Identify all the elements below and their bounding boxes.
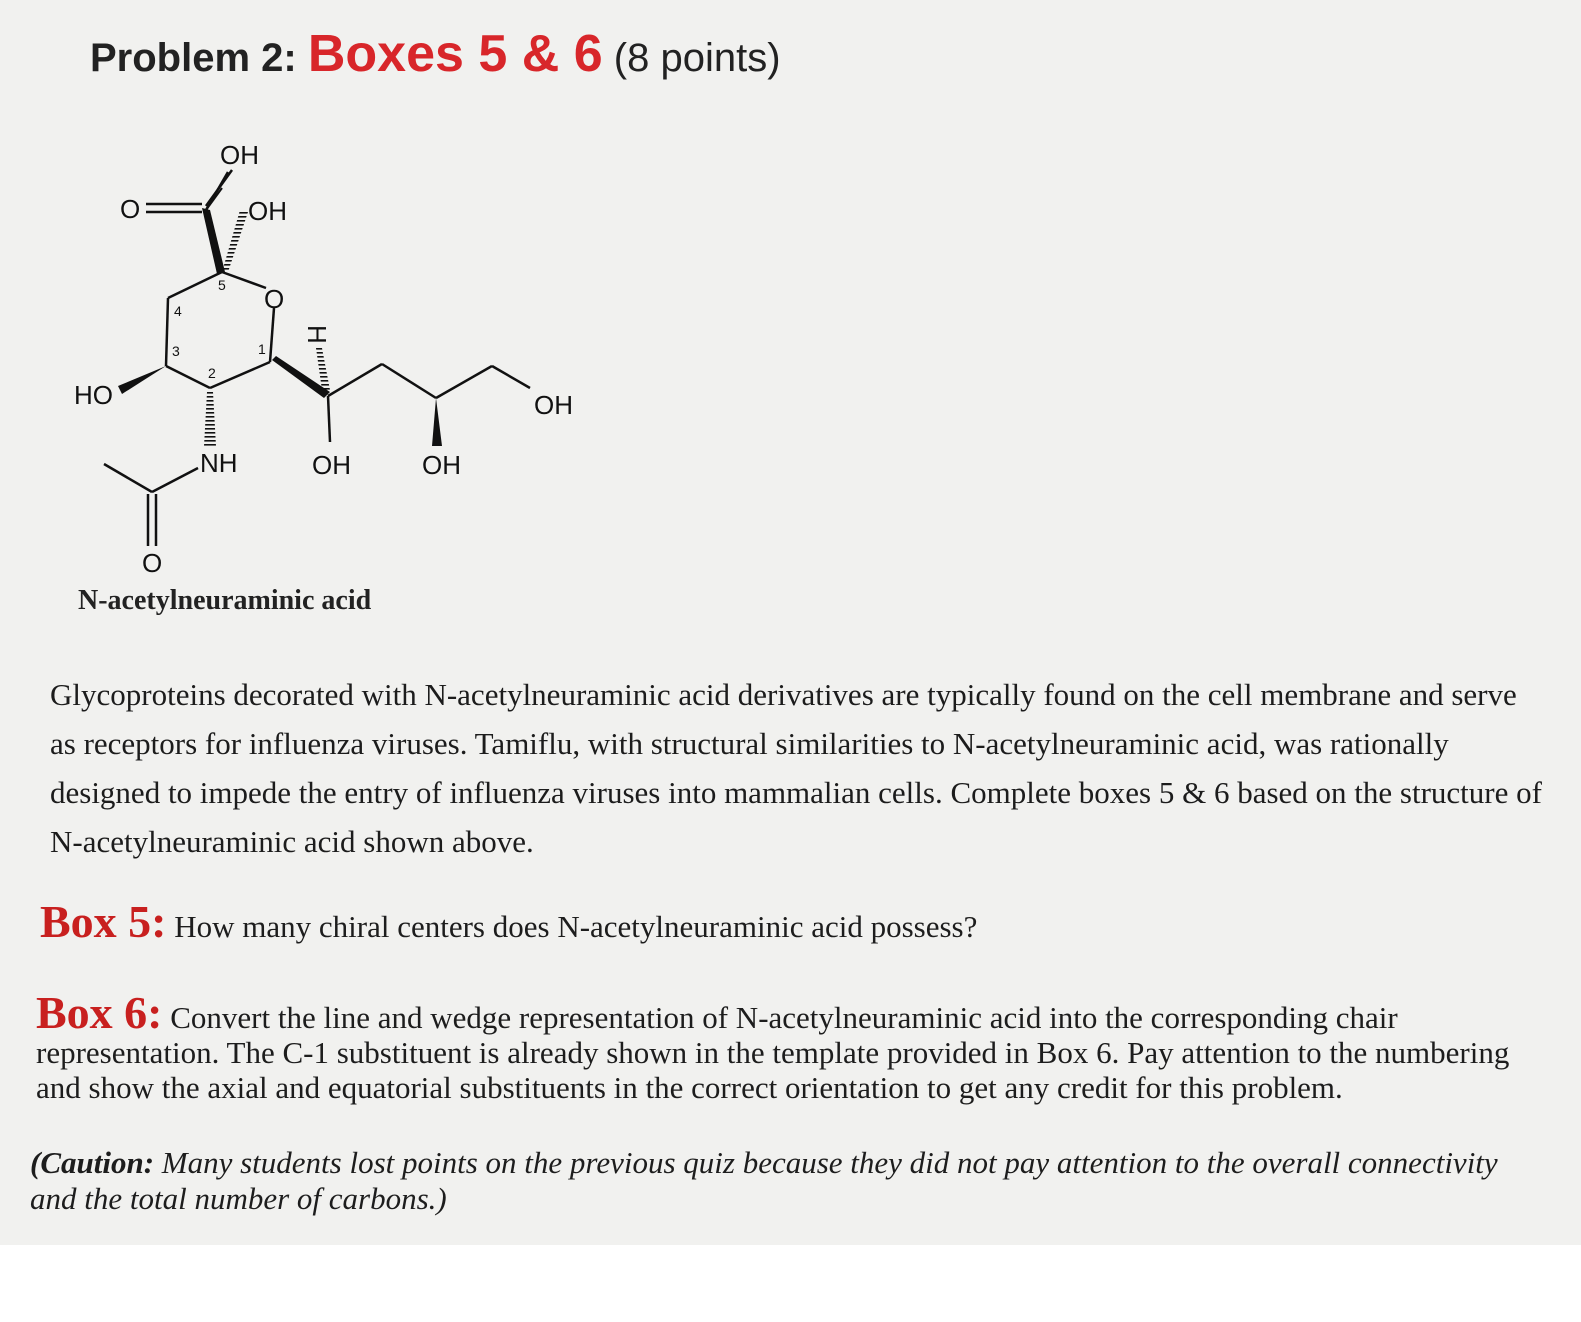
points-label: (8 points) <box>613 36 781 80</box>
oh-chain1-label: OH <box>312 450 351 480</box>
wedge-c3-ho <box>118 366 166 394</box>
hash-c2-nh <box>204 392 216 446</box>
ring-c4-c3 <box>166 298 168 366</box>
chain-bond-1 <box>328 364 382 396</box>
problem-description: Glycoproteins decorated with N-acetylneuraminic acid derivatives are typically found on the cell membrane and serve as receptors for influenza viruses. Tamiflu, with structural similarities to N-acetylneuraminic acid, was rationally designed to impede the entry of influenza viruses into mammalian cells. Complete boxes 5 & 6 based on the structure of N-acetylneuraminic acid shown above. <box>50 677 1542 859</box>
box5-question: How many chiral centers does N-acetylneuraminic acid possess? <box>174 909 978 944</box>
wedge-chain-oh2 <box>432 398 442 446</box>
ho-left-label: HO <box>74 380 113 410</box>
bond-chain-oh1 <box>328 396 330 442</box>
ring-number-3: 3 <box>172 343 180 359</box>
box5-question-line <box>40 895 977 948</box>
chain-bond-4 <box>492 366 530 388</box>
ring-number-2: 2 <box>208 365 216 381</box>
box6-instructions-block <box>36 987 1546 1105</box>
chain-bond-2 <box>382 364 436 398</box>
ring-o-label: O <box>264 284 285 314</box>
bond-carbonyl-methyl <box>104 464 152 492</box>
wedge-c5-cooh <box>202 208 225 274</box>
ring-number-1: 1 <box>258 341 266 357</box>
bond-nh-carbonyl <box>152 468 198 492</box>
n-acetylneuraminic-acid-structure <box>60 120 620 630</box>
caution-text: Many students lost points on the previous quiz because they did not pay attention to the overall connectivity and the total number of carbons.) <box>30 1145 1498 1216</box>
hash-chain-h <box>316 348 330 390</box>
h-label: H <box>302 325 332 344</box>
ring-number-5: 5 <box>218 277 226 293</box>
amide-o-label: O <box>142 548 163 578</box>
oh-end-label: OH <box>534 390 573 420</box>
ring-number-4: 4 <box>174 303 182 319</box>
boxes-title: Boxes 5 & 6 <box>307 25 603 83</box>
oh-chain2-label: OH <box>422 450 461 480</box>
page-bottom-margin <box>0 1245 1581 1322</box>
bond-cooh-oh <box>206 188 222 210</box>
structure-caption: N-acetylneuraminic acid <box>78 585 372 616</box>
ring-c3-c2 <box>166 366 210 388</box>
caution-prefix: (Caution: <box>30 1145 155 1180</box>
problem-prefix: Problem 2: <box>90 36 297 80</box>
bond-c-oh-top <box>206 170 232 206</box>
carbonyl-o-label: O <box>120 194 141 224</box>
hash-c5-oh <box>222 210 248 272</box>
ring-c1-o <box>270 308 274 362</box>
caution-note <box>30 1145 1530 1217</box>
ring-c2-c1 <box>210 362 270 388</box>
oh-top-label: OH <box>220 140 259 170</box>
chain-bond-3 <box>436 366 492 398</box>
oh-c5-label: OH <box>248 196 287 226</box>
box6-label: Box 6: <box>36 987 163 1038</box>
box5-label: Box 5: <box>40 896 167 947</box>
problem-title <box>90 24 781 84</box>
ring-o-c5 <box>222 272 266 288</box>
nh-label: NH <box>200 448 238 478</box>
box6-instructions: Convert the line and wedge representation of N-acetylneuraminic acid into the corresponding chair representation. The C-1 substituent is already shown in the template provided in Box 6. Pay attention to the numbering and show the axial and equatorial substituents in the correct orientation to get any credit for this problem. <box>36 1000 1510 1105</box>
ring-c5-c4 <box>168 272 222 298</box>
